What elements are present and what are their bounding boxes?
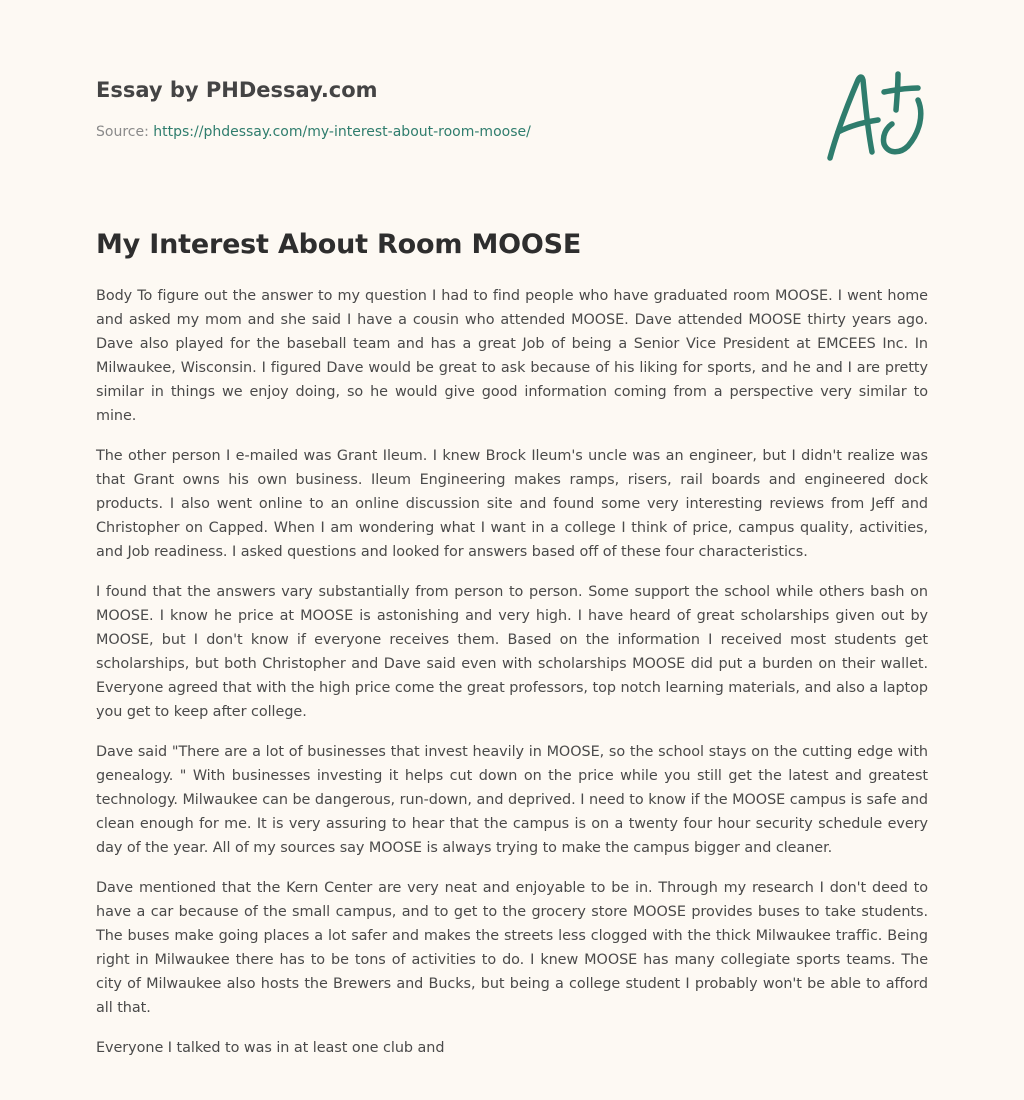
site-title: Essay by PHDessay.com	[96, 78, 378, 102]
source-label: Source:	[96, 124, 149, 140]
a-plus-grade-icon	[820, 66, 930, 166]
essay-body	[96, 284, 928, 1076]
essay-paragraph: The other person I e-mailed was Grant Ileum. I knew Brock Ileum's uncle was an engineer, but I didn't realize was that Grant owns his own business. Ileum Engineering makes ramps, risers, rail boards and engineered dock products. I also went online to an online discussion site and found some very interesting reviews from Jeff and Christopher on Capped. When I am wondering what I want in a college I think of price, campus quality, activities, and Job readiness. I asked questions and looked for answers based off of these four characteristics.	[96, 448, 928, 560]
page-header	[96, 76, 796, 142]
essay-title: My Interest About Room MOOSE	[96, 229, 582, 260]
essay-paragraph: Dave mentioned that the Kern Center are very neat and enjoyable to be in. Through my research I don't deed to have a car because of the small campus, and to get to the grocery store MOOSE provides buses to take students. The buses make going places a lot safer and makes the streets less clogged with the thick Milwaukee traffic. Being right in Milwaukee there has to be tons of activities to do. I knew MOOSE has many collegiate sports teams. The city of Milwaukee also hosts the Brewers and Bucks, but being a college student I probably won't be able to afford all that.	[96, 880, 928, 1016]
essay-paragraph: I found that the answers vary substantially from person to person. Some support the school while others bash on MOOSE. I know he price at MOOSE is astonishing and very high. I have heard of great scholarships given out by MOOSE, but I don't know if everyone receives them. Based on the information I received most students get scholarships, but both Christopher and Dave said even with scholarships MOOSE did put a burden on their wallet. Everyone agreed that with the high price come the great professors, top notch learning materials, and also a laptop you get to keep after college.	[96, 584, 928, 720]
source-link[interactable]: https://phdessay.com/my-interest-about-room-moose/	[153, 124, 531, 140]
essay-paragraph: Body To figure out the answer to my question I had to find people who have graduated room MOOSE. I went home and asked my mom and she said I have a cousin who attended MOOSE. Dave attended MOOSE thirty years ago. Dave also played for the baseball team and has a great Job of being a Senior Vice President at EMCEES Inc. In Milwaukee, Wisconsin. I figured Dave would be great to ask because of his liking for sports, and he and I are pretty similar in things we enjoy doing, so he would give good information coming from a perspective very similar to mine.	[96, 288, 928, 424]
essay-paragraph: Dave said "There are a lot of businesses that invest heavily in MOOSE, so the school stays on the cutting edge with genealogy. " With businesses investing it helps cut down on the price while you still get the latest and greatest technology. Milwaukee can be dangerous, run-down, and deprived. I need to know if the MOOSE campus is safe and clean enough for me. It is very assuring to hear that the campus is on a twenty four hour security schedule every day of the year. All of my sources say MOOSE is always trying to make the campus bigger and cleaner.	[96, 744, 928, 856]
source-line	[96, 122, 796, 142]
essay-paragraph: Everyone I talked to was in at least one club and	[96, 1040, 445, 1056]
